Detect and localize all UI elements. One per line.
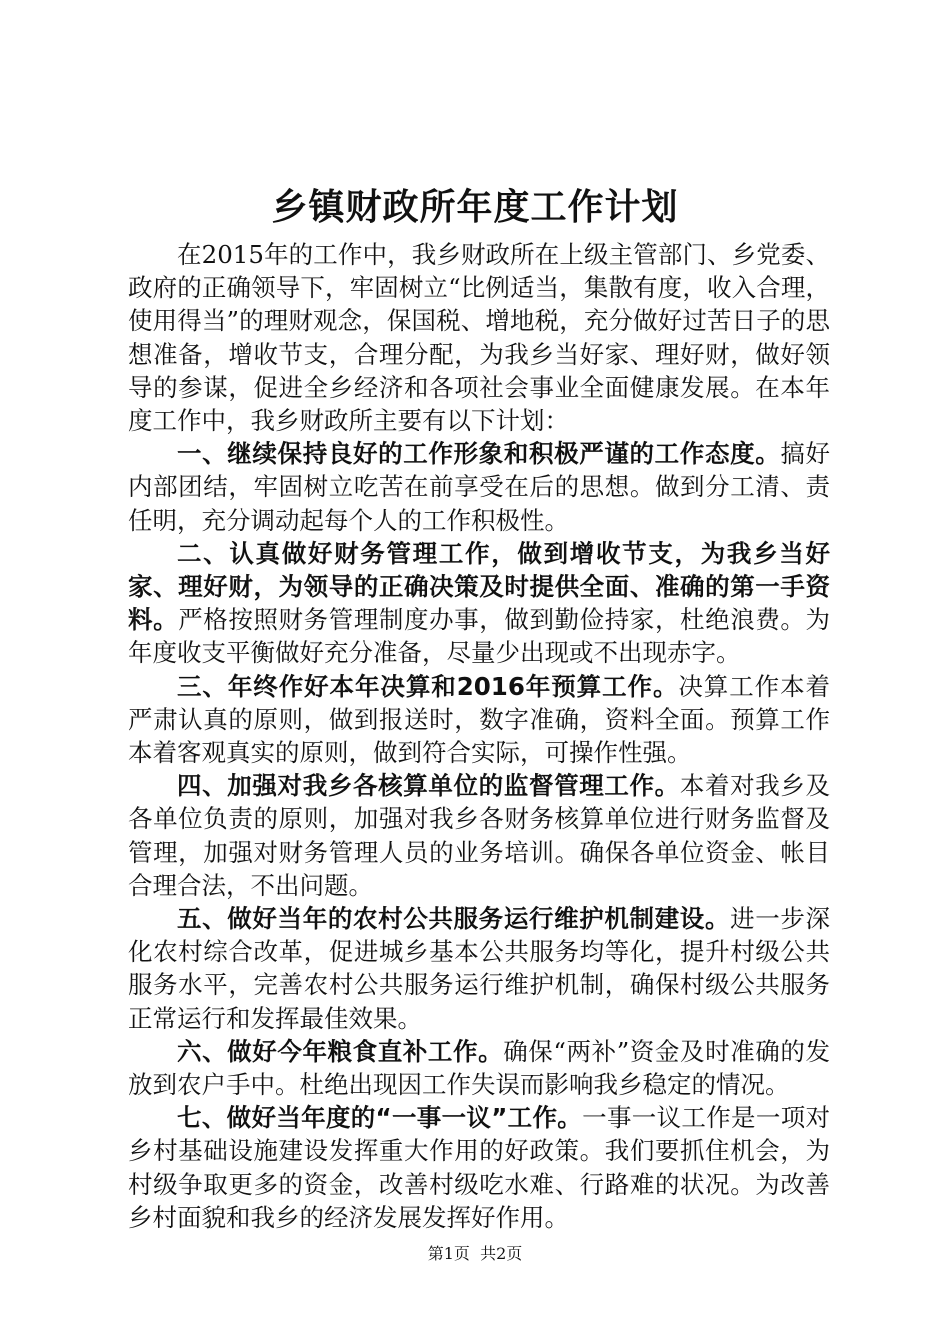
page-footer: 第1页 共2页 — [427, 1244, 523, 1263]
section-heading: 六、做好今年粮食直补工作。 — [177, 1036, 504, 1066]
section-heading: 五、做好当年的农村公共服务运行维护机制建设。 — [177, 904, 731, 934]
section-text: 一事一议工作是一项对乡村基础设施建设发挥重大作用的好政策。我们要抓住机会，为村级争取更多的资金，改善村级吃水难、行路难的状况。为改善乡村面貌和我乡的经济发展发挥好作用。 — [128, 1103, 831, 1232]
section-paragraph — [128, 437, 830, 537]
section-heading: 二、认真做好财务管理工作，做到增收节支，为我乡当好家、理好财，为领导的正确决策及时提供全面、准确的第一手资料。 — [128, 538, 830, 635]
section-heading: 一、继续保持良好的工作形象和积极严谨的工作态度。 — [177, 439, 781, 469]
section-text: 进一步深化农村综合改革，促进城乡基本公共服务均等化，提升村级公共服务水平，完善农村公共服务运行维护机制，确保村级公共服务正常运行和发挥最佳效果。 — [128, 904, 830, 1033]
intro-paragraph: 在2015年的工作中，我乡财政所在上级主管部门、乡党委、政府的正确领导下，牢固树立“比例适当，集散有度，收入合理，使用得当”的理财观念，保国税、增地税，充分做好过苦日子的思想准备，增收节支，合理分配，为我乡当好家、理好财，做好领导的参谋，促进全乡经济和各项社会事业全面健康发展。在本年度工作中，我乡财政所主要有以下计划： — [128, 240, 830, 436]
section-heading: 七、做好当年度的“一事一议”工作。 — [177, 1103, 583, 1133]
section-text: 确保“两补”资金及时准确的发放到农户手中。杜绝出现因工作失误而影响我乡稳定的情况。 — [128, 1036, 830, 1100]
document-body — [128, 238, 830, 1234]
section-text: 严格按照财务管理制度办事，做到勤俭持家，杜绝浪费。为年度收支平衡做好充分准备，尽量少出现或不出现赤字。 — [128, 605, 830, 668]
document-title: 乡镇财政所年度工作计划 — [271, 187, 679, 228]
section-paragraph — [128, 537, 830, 670]
section-paragraph — [128, 769, 830, 902]
section-text: 本着对我乡及各单位负责的原则，加强对我乡各财务核算单位进行财务监督及管理，加强对财务管理人员的业务培训。确保各单位资金、帐目合理合法，不出问题。 — [128, 771, 831, 900]
section-paragraph — [128, 902, 830, 1035]
section-paragraph — [128, 1101, 830, 1234]
section-text: 决算工作本着严肃认真的原则，做到报送时，数字准确，资料全面。预算工作本着客观真实的原则，做到符合实际，可操作性强。 — [128, 671, 831, 768]
section-paragraph — [128, 1035, 830, 1101]
section-paragraph — [128, 670, 830, 770]
section-heading: 四、加强对我乡各核算单位的监督管理工作。 — [177, 771, 680, 801]
section-heading: 三、年终作好本年决算和2016年预算工作。 — [177, 671, 679, 701]
section-text: 搞好内部团结，牢固树立吃苦在前享受在后的思想。做到分工清、责任明，充分调动起每个人的工作积极性。 — [128, 439, 830, 535]
